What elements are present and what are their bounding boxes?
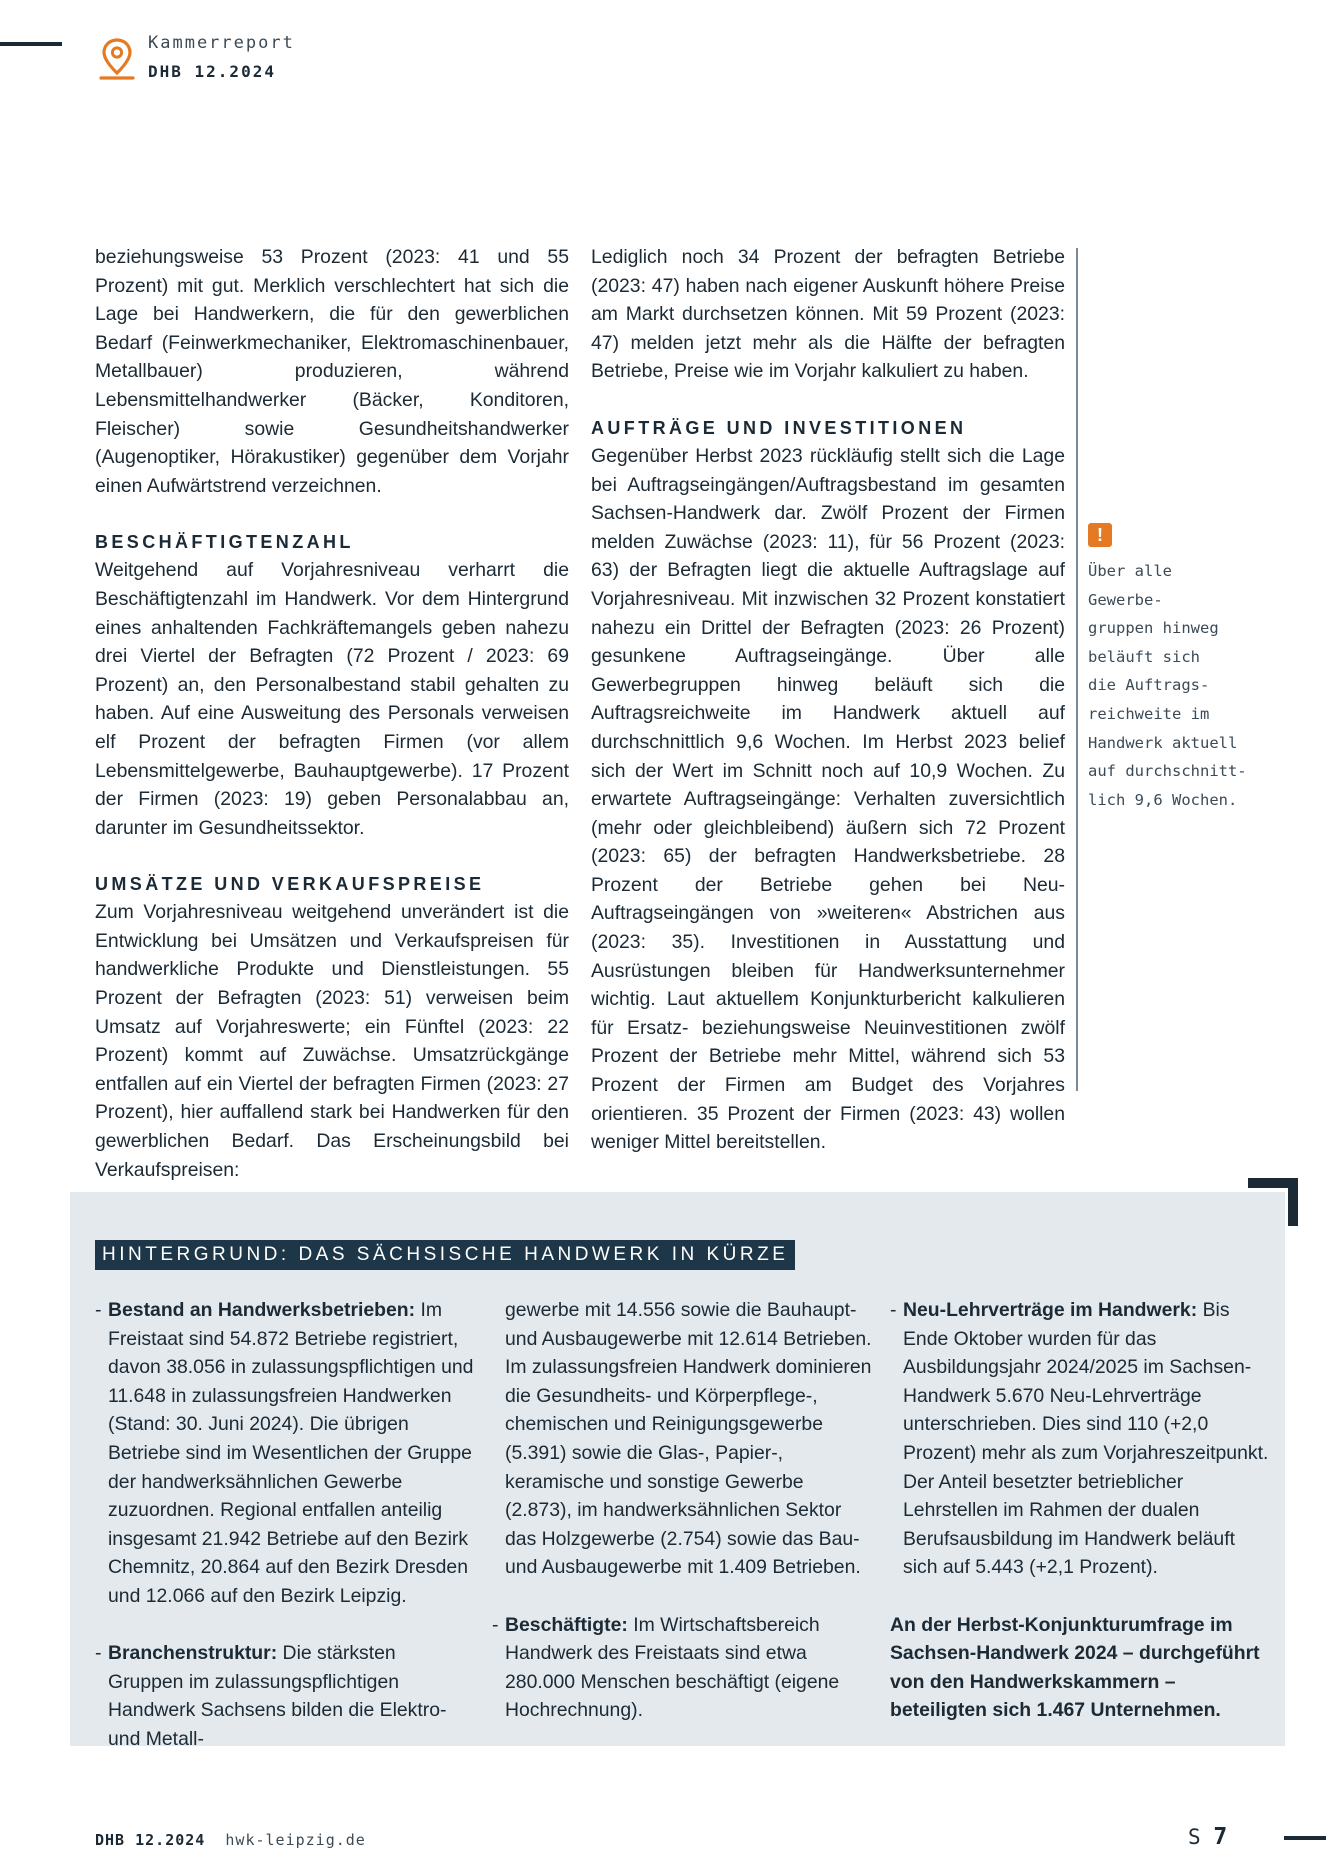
- section-label: Kammerreport: [148, 33, 295, 53]
- label-bestand: Bestand an Handwerksbetrieben:: [108, 1299, 416, 1321]
- paragraph-preise: Lediglich noch 34 Prozent der befragten Betriebe (2023: 47) haben nach eigener Auskunft höhere Preise am Markt durchsetzen können. Mit 59 Prozent (2023: 47) melden jetzt mehr als die Hälfte der befragten Betriebe, Preise wie im Vorjahr kalkuliert zu haben.: [591, 246, 1065, 383]
- issue-label: DHB 12.2024: [148, 62, 276, 81]
- footer-issue: DHB 12.2024: [95, 1831, 206, 1849]
- list-item-beschaeftigte: [492, 1611, 872, 1725]
- paragraph-auftraege: Gegenüber Herbst 2023 rückläufig stellt sich die Lage bei Auftragseingängen/Auftragsbestand im gesamten Sachsen-Handwerk dar. Zwölf Prozent der Firmen melden Zuwächse (2023: 11), für 56 Prozent (2023: 63) der Befragten liegt die aktuelle Auftragslage auf Vorjahresniveau. Mit inzwischen 32 Prozent konstatiert nahezu ein Drittel der Befragten (2023: 26 Prozent) gesunkene Auftragseingänge. Über alle Gewerbegruppen hinweg beläuft sich die Auftragsreichweite im Handwerk aktuell auf durchschnittlich 9,6 Wochen. Im Herbst 2023 belief sich der Wert im Schnitt noch auf 10,9 Wochen. Zu erwartete Auftragseingänge: Verhalten zuversichtlich (mehr oder gleichbleibend) äußern sich 72 Prozent (2023: 65) der befragten Handwerksbetriebe. 28 Prozent der Betriebe gehen bei Neu-Auftragseingängen von »weiteren« Abstrichen aus (2023: 35). Investitionen in Ausstattung und Ausrüstungen bleiben für Handwerksunternehmer wichtig. Laut aktuellem Konjunkturbericht kalkulieren für Ersatz- beziehungsweise Neuinvestitionen zwölf Prozent der Betriebe mehr Mittel, während sich 53 Prozent der Firmen am Budget des Vorjahres orientieren. 35 Prozent der Firmen (2023: 43) wollen weniger Mittel bereitstellen.: [591, 444, 1065, 1154]
- dash-bullet: -: [890, 1299, 897, 1321]
- sidenote-text: Über alle Gewerbe- gruppen hinweg beläuft sich die Auftrags- reichweite im Handwerk aktuell auf durchschnitt- lich 9,6 Wochen.: [1088, 562, 1247, 809]
- list-item-branchen-continued: [492, 1296, 872, 1582]
- list-item-bestand: [95, 1296, 475, 1611]
- text-bestand: Im Freistaat sind 54.872 Betriebe registriert, davon 38.056 in zulassungspflichtigen und 11.648 in zulassungsfreien Handwerken (Stand: 30. Juni 2024). Die übrigen Betriebe sind im Wesentlichen der Gruppe der handwerksähnlichen Gewerbe zuzuordnen. Regional entfallen anteilig insgesamt 21.942 Betriebe auf den Bezirk Chemnitz, 20.864 auf den Bezirk Dresden und 12.066 auf den Bezirk Leipzig.: [108, 1299, 474, 1607]
- survey-summary: An der Herbst-Konjunkturumfrage im Sachsen-Handwerk 2024 – durchgeführt von den Handwerkskammern – beteiligten sich 1.467 Unternehmen.: [890, 1613, 1260, 1722]
- text-lehrvertraege: Bis Ende Oktober wurden für das Ausbildungsjahr 2024/2025 im Sachsen-Handwerk 5.670 Neu-Lehrverträge unterschrieben. Dies sind 110 (+2,0 Prozent) mehr als zum Vorjahreszeitpunkt. Der Anteil besetzter betrieblicher Lehrstellen im Rahmen der dualen Berufsausbildung im Handwerk beläuft sich auf 5.443 (+2,1 Prozent).: [903, 1299, 1269, 1579]
- article-column-2: [591, 243, 1065, 1157]
- dash-bullet: -: [492, 1613, 499, 1636]
- text-branchen: Die stärksten Gruppen im zulassungspflichtigen Handwerk Sachsens bilden die Elektro- und Metall-: [108, 1642, 447, 1750]
- box-column-3: [890, 1296, 1270, 1725]
- article-column-1: [95, 243, 569, 1184]
- bottom-right-rule: [1284, 1836, 1326, 1840]
- label-branchen: Branchenstruktur:: [108, 1642, 278, 1665]
- list-item-lehrvertraege: [890, 1296, 1270, 1582]
- heading-umsaetze: UMSÄTZE UND VERKAUFSPREISE: [95, 874, 485, 895]
- dash-bullet: -: [95, 1299, 102, 1321]
- column-divider: [1076, 248, 1078, 1091]
- page-prefix: S: [1188, 1825, 1201, 1849]
- label-beschaeftigte: Beschäftigte:: [505, 1613, 628, 1636]
- heading-beschaeftigtenzahl: BESCHÄFTIGTENZAHL: [95, 532, 354, 553]
- box-title: HINTERGRUND: DAS SÄCHSISCHE HANDWERK IN KÜRZE: [95, 1240, 795, 1270]
- paragraph-intro: beziehungsweise 53 Prozent (2023: 41 und 55 Prozent) mit gut. Merklich verschlechtert hat sich die Lage bei Handwerkern, die für den gewerblichen Bedarf (Feinwerkmechaniker, Elektromaschinenbauer, Metallbauer) produzieren, während Lebensmittelhandwerker (Bäcker, Konditoren, Fleischer) sowie Gesundheitshandwerker (Augenoptiker, Hörakustiker) gegenüber dem Vorjahr einen Aufwärtstrend verzeichnen.: [95, 246, 569, 497]
- list-item-branchen: [95, 1639, 475, 1753]
- paragraph-umsaetze: Zum Vorjahresniveau weitgehend unverändert ist die Entwicklung bei Umsätzen und Verkaufspreisen für handwerkliche Produkte und Dienstleistungen. 55 Prozent der Befragten (2023: 51) verweisen beim Umsatz auf Vorjahreswerte; ein Fünftel (2023: 22 Prozent) kommt auf Zuwächse. Umsatzrückgänge entfallen auf ein Viertel der befragten Firmen (2023: 27 Prozent), hier auffallend stark bei Handwerken für den gewerblichen Bedarf. Das Erscheinungsbild bei Verkaufspreisen:: [95, 901, 569, 1181]
- top-left-rule: [0, 42, 62, 46]
- heading-auftraege: AUFTRÄGE UND INVESTITIONEN: [591, 417, 967, 438]
- page-number: [1188, 1824, 1227, 1850]
- page-number-value: 7: [1213, 1824, 1228, 1850]
- footer-left: [95, 1831, 366, 1849]
- box-column-2: [492, 1296, 872, 1754]
- text-beschaeftigte: Im Wirtschaftsbereich Handwerk des Freistaats sind etwa 280.000 Menschen beschäftigt (eigene Hochrechnung).: [505, 1613, 840, 1722]
- text-branchen-continued: gewerbe mit 14.556 sowie die Bauhaupt- und Ausbaugewerbe mit 12.614 Betrieben. Im zulassungsfreien Handwerk dominieren die Gesundheits- und Körperpflege-, chemischen und Reinigungsgewerbe (5.391) sowie die Glas-, Papier-, keramische und sonstige Gewerbe (2.873), im handwerksähnlichen Sektor das Holzgewerbe (2.754) sowie das Bau- und Ausbaugewerbe mit 1.409 Betrieben.: [505, 1299, 872, 1579]
- box-corner-mark-vertical: [1288, 1178, 1298, 1226]
- exclamation-icon: !: [1088, 523, 1112, 547]
- box-column-1: [95, 1296, 475, 1782]
- location-pin-icon: [98, 37, 136, 81]
- label-lehrvertraege: Neu-Lehrverträge im Handwerk:: [903, 1299, 1198, 1321]
- paragraph-beschaeftigtenzahl: Weitgehend auf Vorjahresniveau verharrt die Beschäftigtenzahl im Handwerk. Vor dem Hintergrund eines anhaltenden Fachkräftemangels geben nahezu drei Viertel der Befragten (72 Prozent / 2023: 69 Prozent) an, den Personalbestand stabil gehalten zu haben. Auf eine Ausweitung des Personals verweisen elf Prozent der befragten Firmen (vor allem Lebensmittelgewerbe, Bauhauptgewerbe). 17 Prozent der Firmen (2023: 19) geben Personalabbau an, darunter im Gesundheitssektor.: [95, 559, 569, 839]
- footer-website: hwk-leipzig.de: [225, 1831, 366, 1849]
- dash-bullet: -: [95, 1642, 102, 1665]
